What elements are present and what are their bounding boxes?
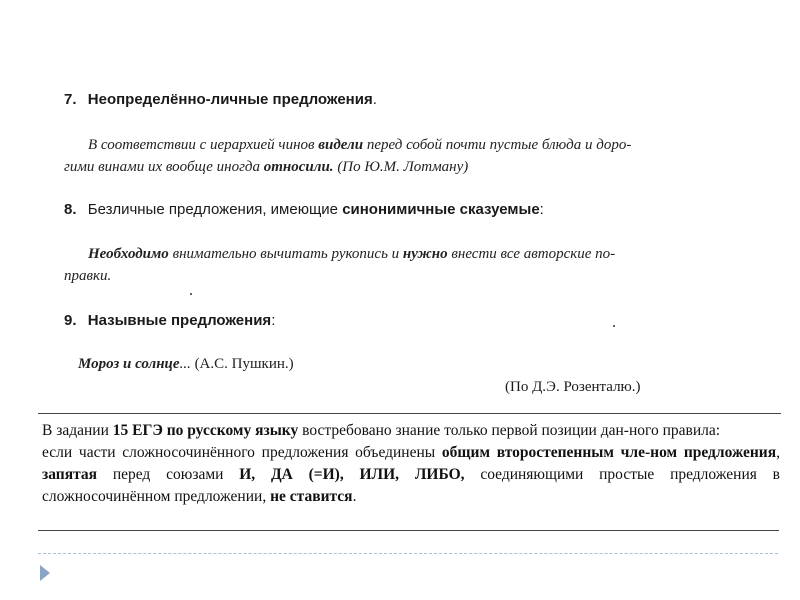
exam-rule-note	[42, 420, 780, 508]
quote-bold: Мороз и солнце	[78, 356, 180, 372]
quote-bold: нужно	[402, 246, 448, 262]
dashed-divider	[38, 553, 778, 554]
quote-text: внести все авторские по-	[447, 246, 616, 262]
quote-text: гими винами их вообще иногда	[64, 159, 264, 175]
quote-bold: относили.	[263, 159, 334, 175]
rule-text: ,	[776, 444, 780, 461]
item-tail: .	[372, 91, 377, 108]
heading-item-7	[64, 90, 377, 110]
item-tail: :	[271, 312, 276, 329]
quote-text: (По Ю.М. Лотману)	[333, 159, 469, 175]
rule-text: востребовано знание только первой позиции дан-ного правила:	[298, 422, 721, 439]
item-number: 8.	[64, 201, 77, 218]
quote-text: внимательно вычитать рукопись и	[168, 246, 403, 262]
item-number: 7.	[64, 91, 77, 108]
source-citation: (По Д.Э. Розенталю.)	[505, 379, 641, 395]
rule-bold: общим второстепенным чле-ном предложения	[441, 444, 777, 461]
example-quote-7	[64, 134, 764, 178]
rule-text: .	[352, 488, 357, 505]
stray-dot	[613, 325, 615, 327]
quote-text: В соответствии с иерархией чинов	[88, 137, 319, 153]
rule-bold: 15 ЕГЭ по русскому языку	[112, 422, 299, 439]
rule-bold: не ставится	[270, 488, 353, 505]
triangle-right-icon[interactable]	[40, 565, 50, 581]
rule-text: перед союзами	[97, 466, 240, 483]
rule-bold: запятая	[42, 466, 98, 483]
item-title: Назывные предложения	[87, 312, 272, 329]
item-tail: :	[539, 201, 544, 218]
quote-bold: видели	[318, 137, 364, 153]
rule-text: соединяющими простые предложения в сложносочинённом предложении,	[42, 466, 780, 505]
example-quote-9	[78, 353, 478, 375]
quote-text: ...	[179, 356, 195, 372]
quote-text: правки.	[64, 268, 112, 284]
rule-text: В задании	[42, 422, 113, 439]
quote-author: (А.С. Пушкин.)	[194, 356, 294, 372]
item-title: Неопределённо-личные предложения	[87, 91, 373, 108]
rule-text: если части сложносочинённого предложения объединены	[42, 444, 442, 461]
rule-bold: И, ДА (=И), ИЛИ, ЛИБО,	[239, 466, 465, 483]
stray-dot	[190, 293, 192, 295]
heading-item-8	[64, 200, 544, 220]
item-pre: Безличные предложения, имеющие	[87, 201, 343, 218]
quote-bold: Необходимо	[88, 246, 169, 262]
example-quote-8	[64, 243, 764, 287]
quote-text: перед собой почти пустые блюда и доро-	[363, 137, 632, 153]
item-number: 9.	[64, 312, 77, 329]
item-bold: синонимичные сказуемые	[342, 201, 540, 218]
heading-item-9	[64, 311, 275, 331]
